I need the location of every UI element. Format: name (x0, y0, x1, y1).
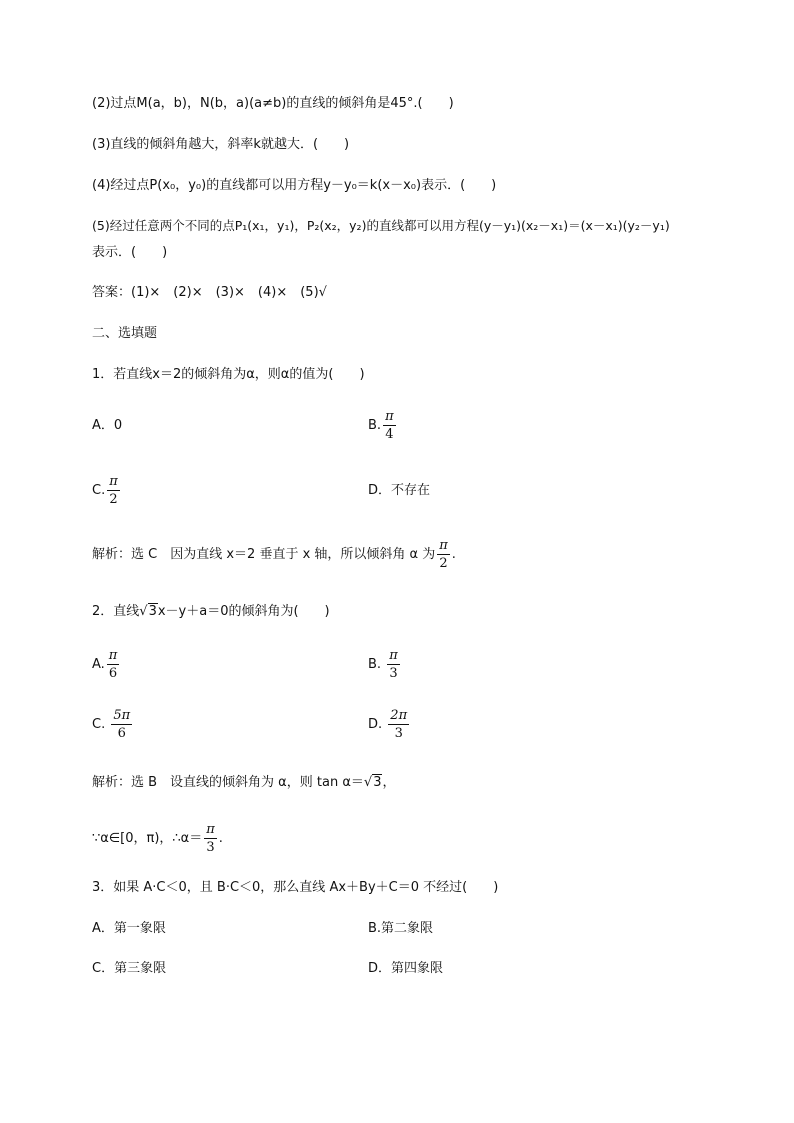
q2-analysis-2-fraction (204, 822, 217, 855)
q2-option-a-fraction (107, 648, 120, 681)
judge-item-5: (5)经过任意两个不同的点P₁(x₁，y₁)，P₂(x₂，y₂)的直线都可以用方程(y－y₁)(x₂－x₁)＝(x－x₁)(y₂－y₁) (92, 218, 670, 233)
q3-stem: 3．如果 A·C＜0，且 B·C＜0，那么直线 Ax＋By＋C＝0 不经过( ) (92, 880, 499, 895)
q1-analysis-den: 2 (439, 556, 448, 571)
q1-analysis-fraction (437, 538, 450, 571)
q2-option-b-num: π (389, 648, 398, 663)
q2-analysis-1-text: 解析：选 B 设直线的倾斜角为 α，则 tan α＝ (92, 775, 364, 790)
q2-analysis-1-end: ， (382, 775, 396, 790)
q1-option-b-num: π (385, 409, 394, 424)
q1-option-d: D．不存在 (368, 483, 431, 498)
q2-option-d (368, 708, 411, 741)
q1-option-b-den: 4 (385, 427, 394, 442)
q1-option-c (92, 474, 122, 507)
q2-analysis-2 (92, 822, 223, 855)
q2-option-a (92, 648, 121, 681)
q2-option-c-den: 6 (117, 726, 126, 741)
q2-stem (92, 604, 330, 620)
q2-option-a-den: 6 (108, 666, 118, 681)
q2-stem-post: x－y＋a＝0的倾斜角为( ) (157, 604, 330, 619)
q3-option-a: A．第一象限 (92, 921, 166, 936)
q3-option-c: C．第三象限 (92, 961, 167, 976)
q1-analysis (92, 538, 456, 571)
q1-option-c-num: π (109, 474, 118, 489)
q2-option-d-den: 3 (394, 726, 403, 741)
q2-option-d-fraction (388, 708, 409, 741)
q1-option-b (368, 409, 398, 442)
q1-analysis-text: 解析：选 C 因为直线 x＝2 垂直于 x 轴，所以倾斜角 α 为 (92, 547, 436, 562)
q1-analysis-num: π (439, 538, 448, 553)
q2-option-b-fraction (387, 648, 400, 681)
q2-analysis-2-num: π (206, 822, 215, 837)
section-title: 二、选填题 (92, 326, 158, 341)
q2-option-c-label: C. (92, 717, 106, 732)
q1-option-c-label: C. (92, 483, 106, 498)
q2-analysis-2-den: 3 (206, 840, 215, 855)
q1-option-c-fraction (107, 474, 120, 507)
q2-analysis-2-text: ∵α∈[0，π)，∴α＝ (92, 831, 203, 846)
q1-option-b-label: B. (368, 418, 382, 433)
q2-option-c (92, 708, 134, 741)
q2-option-a-label: A. (92, 657, 105, 672)
q2-option-b-den: 3 (389, 666, 398, 681)
q1-option-c-den: 2 (109, 492, 118, 507)
judge-item-2: (2)过点M(a，b)，N(b，a)(a≠b)的直线的倾斜角是45°.( ) (92, 96, 454, 111)
q1-option-a: A．0 (92, 418, 123, 433)
q2-analysis-2-end: . (218, 831, 223, 846)
q2-option-d-num: 2π (390, 708, 408, 723)
q2-option-b (368, 648, 402, 681)
q3-option-b: B.第二象限 (368, 921, 434, 936)
judge-item-4: (4)经过点P(x₀，y₀)的直线都可以用方程y－y₀＝k(x－x₀)表示．( ) (92, 178, 497, 193)
q2-option-d-label: D. (368, 717, 383, 732)
q2-option-c-fraction (111, 708, 132, 741)
q2-analysis-1 (92, 775, 395, 791)
answer-line: 答案：(1)× (2)× (3)× (4)× (5)√ (92, 285, 327, 300)
q2-option-b-label: B. (368, 657, 382, 672)
q2-analysis-1-radicand: 3 (373, 775, 382, 790)
q2-option-c-num: 5π (113, 708, 131, 723)
sqrt-icon: √ (363, 775, 373, 790)
q2-option-a-num: π (108, 648, 118, 663)
q3-option-d: D．第四象限 (368, 961, 444, 976)
q1-option-b-fraction (383, 409, 396, 442)
q1-stem: 1．若直线x＝2的倾斜角为α，则α的值为( ) (92, 367, 365, 382)
q1-analysis-end: . (451, 547, 456, 562)
sqrt-icon: √ (139, 604, 148, 619)
judge-item-3: (3)直线的倾斜角越大，斜率k就越大．( ) (92, 137, 350, 152)
judge-item-5-cont: 表示．( ) (92, 245, 168, 260)
q2-stem-pre: 2．直线 (92, 604, 140, 619)
q2-stem-radicand: 3 (148, 604, 157, 619)
